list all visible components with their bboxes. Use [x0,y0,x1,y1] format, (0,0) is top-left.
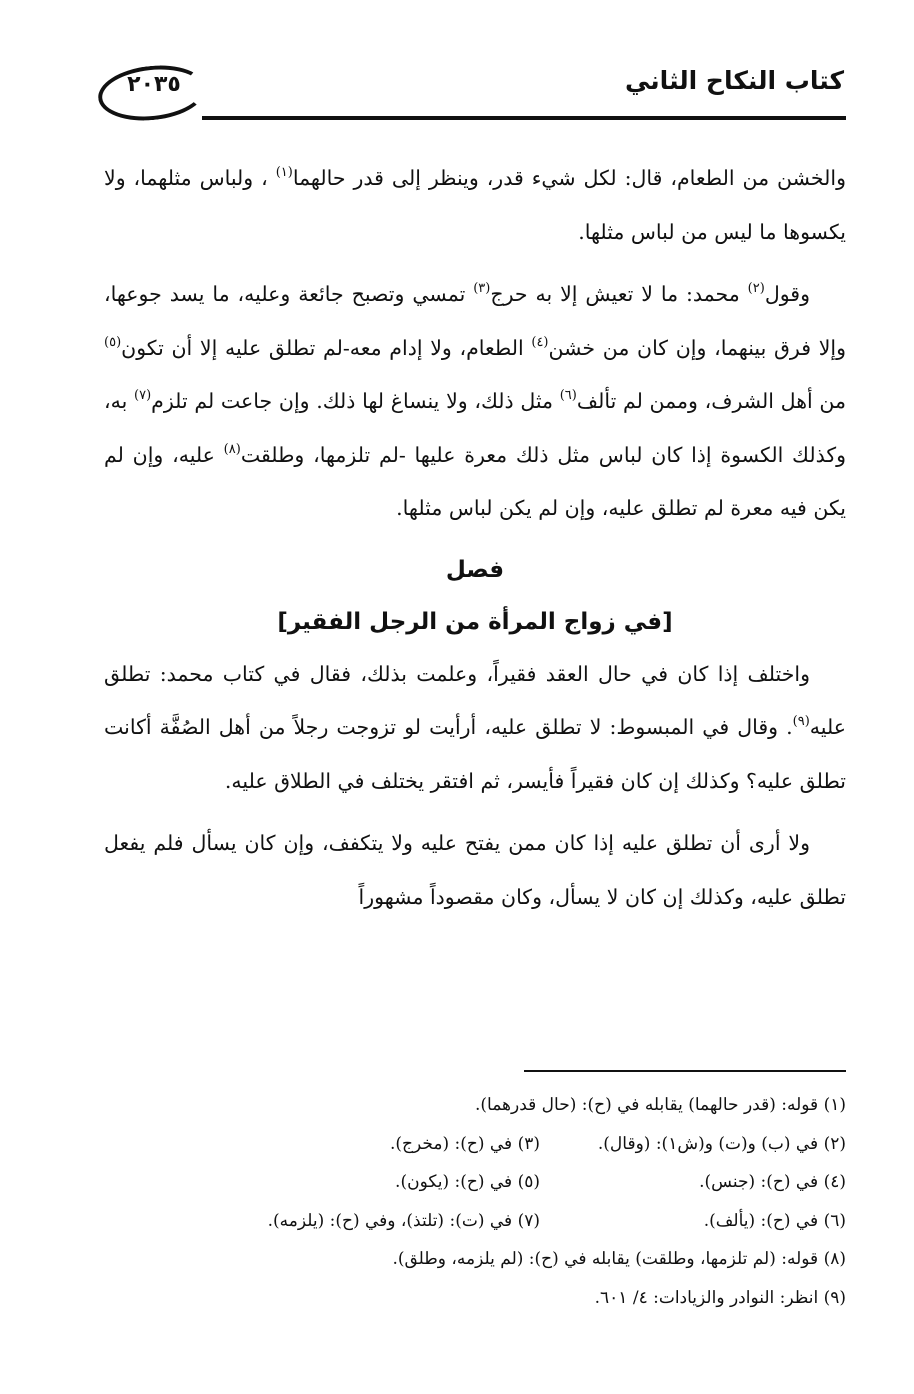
page-header [96,54,846,126]
text-run: وقول [764,282,810,306]
footnote-separator [524,1070,846,1072]
footnote-row [104,1240,846,1279]
main-text [104,152,846,924]
paragraph-4: ولا أرى أن تطلق عليه إذا كان ممن يفتح عليه ولا يتكفف، وإن كان يسأل فلم يفعل تطلق عليه، وكذلك إن كان لا يسأل، وكان مقصوداً مشهوراً [104,831,846,909]
paragraph-1 [104,152,846,259]
footnote-row [104,1279,846,1318]
page-number: ٢٠٣٥ [127,72,181,97]
footnote-ref-6: (٦) [559,388,577,403]
text-run: والخشن من الطعام، قال: لكل شيء قدر، وينظر إلى قدر حالهما [292,166,846,190]
footnote-3: (٣) في (ح): (مخرج). [390,1133,540,1154]
text-run: ، ولباس مثلهما، ولا يكسوها ما ليس من لباس مثلها. [104,166,846,244]
footnote-ref-2: (٢) [747,281,765,296]
footnote-5: (٥) في (ح): (يكون). [395,1172,540,1192]
book-title: كتاب النكاح الثاني [625,66,844,95]
paragraph-3 [104,648,846,809]
footnote-ref-1: (١) [275,165,293,180]
paragraph-2 [104,268,846,536]
footnote-row [104,1163,846,1202]
footnote-ref-8: (٨) [223,441,241,457]
footnote-ref-4: (٤) [531,334,549,350]
text-run: الطعام، ولا إدام معه-لم تطلق عليه إلا أن تكون [121,335,532,360]
footnote-row [104,1125,846,1164]
text-run: عليه، وإن لم يكن فيه معرة لم تطلق عليه، وإن لم يكن لباس مثلها. [104,442,846,520]
footnote-row [104,1086,846,1125]
text-run: محمد: ما لا تعيش إلا به حرج [490,282,748,306]
footnote-8: (٨) قوله: (لم تلزمها، وطلقت) يقابله في (ح): (لم يلزمه، وطلق). [392,1249,846,1269]
footnote-ref-9: (٩) [792,714,810,729]
footnote-6: (٦) في (ح): (يألف). [703,1210,846,1231]
text-run: مثل ذلك، ولا ينساغ لها ذلك. وإن جاعت لم تلزم [151,389,560,413]
text-run: من أهل الشرف، وممن لم تألف [576,389,846,413]
header-rule [202,116,846,120]
footnote-ref-5: (٥) [104,334,122,350]
footnotes [104,1086,846,1317]
text-run: واختلف إذا كان في حال العقد فقيراً، وعلمت بذلك، فقال في كتاب محمد: تطلق عليه [104,661,846,739]
footnote-7: (٧) في (ت): (تلتذ)، وفي (ح): (يلزمه). [267,1210,540,1231]
section-title: فصل [445,556,505,583]
footnote-4: (٤) في (ح): (جنس). [699,1172,846,1192]
footnote-2: (٢) في (ب) و(ت) و(ش١): (وقال). [597,1133,846,1154]
footnote-1: (١) قوله: (قدر حالهما) يقابله في (ح): (حال قدرهما). [475,1095,846,1115]
footnote-9: (٩) انظر: النوادر والزيادات: ٤/ ٦٠١. [594,1287,846,1308]
text-run: به، وكذلك الكسوة إذا كان لباس مثل ذلك معرة عليها -لم تلزمها، وطلقت [104,389,846,467]
section-subtitle: [في زواج المرأة من الرجل الفقير] [277,608,673,635]
footnote-row [104,1202,846,1241]
footnote-ref-7: (٧) [134,388,152,403]
text-run: تمسي وتصبح جائعة وعليه، ما يسد جوعها، وإلا فرق بينهما، وإن كان من خشن [104,282,846,360]
footnote-ref-3: (٣) [473,281,491,296]
page-number-badge [96,60,206,120]
text-run: . وقال في المبسوط: لا تطلق عليه، أرأيت لو تزوجت رجلاً من أهل الصُفَّة أكانت تطلق عليه؟ وكذلك إن كان فقيراً فأيسر، ثم افتقر يختلف في الطلاق عليه. [104,715,846,793]
